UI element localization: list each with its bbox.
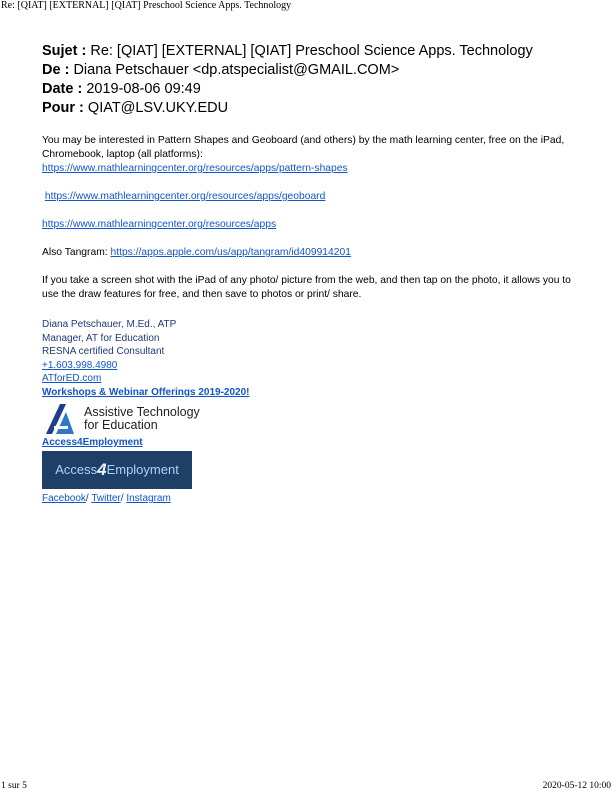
ate-logo-line2: for Education [84, 417, 158, 432]
a4e-logo-four: 4 [97, 460, 107, 480]
tangram-paragraph [42, 246, 572, 260]
date-value: 2019-08-06 09:49 [86, 81, 201, 97]
website-link[interactable]: ATforED.com [42, 373, 102, 385]
ate-logo-mark-icon [42, 402, 82, 436]
date-line [42, 80, 533, 99]
phone-link[interactable]: +1.603.998.4980 [42, 359, 118, 371]
from-label: De : [42, 62, 70, 78]
pattern-shapes-link[interactable]: https://www.mathlearningcenter.org/resources/apps/pattern-shapes [42, 163, 348, 174]
intro-paragraph: You may be interested in Pattern Shapes and Geoboard (and others) by the math learning center, free on the iPad, Chromebook, laptop (all platforms): [42, 135, 565, 160]
subject-label: Sujet : [42, 43, 87, 59]
page-header: Re: [QIAT] [EXTERNAL] [QIAT] Preschool Science Apps. Technology [1, 0, 292, 11]
geoboard-link[interactable]: https://www.mathlearningcenter.org/resources/apps/geoboard [44, 191, 326, 202]
to-line [42, 99, 533, 118]
email-body [42, 134, 572, 302]
workshops-link[interactable]: Workshops & Webinar Offerings 2019-2020! [42, 386, 250, 398]
from-value: Diana Petschauer <dp.atspecialist@GMAIL.COM> [73, 62, 400, 78]
signature [42, 318, 249, 506]
a4e-logo-right: Employment [106, 462, 179, 478]
signature-name: Diana Petschauer, M.Ed., ATP [42, 319, 177, 330]
a4e-logo-left: Access [55, 462, 98, 478]
ate-logo[interactable] [42, 402, 249, 436]
facebook-link[interactable]: Facebook [42, 493, 86, 505]
date-label: Date : [42, 81, 83, 97]
to-label: Pour : [42, 100, 84, 116]
subject-value: Re: [QIAT] [EXTERNAL] [QIAT] Preschool Science Apps. Technology [90, 43, 533, 59]
ate-logo-line1: Assistive Technology [84, 404, 200, 419]
twitter-link[interactable]: Twitter [91, 493, 121, 505]
instagram-link[interactable]: Instagram [126, 493, 171, 505]
signature-title: Manager, AT for Education [42, 332, 160, 344]
print-timestamp: 2020-05-12 10:00 [542, 781, 611, 791]
social-links [42, 492, 249, 506]
social-separator: / [85, 493, 92, 505]
social-separator: / [120, 493, 127, 505]
signature-cert: RESNA certified Consultant [42, 346, 165, 358]
ate-logo-text [84, 406, 200, 432]
tangram-link[interactable]: https://apps.apple.com/us/app/tangram/id409914201 [110, 247, 351, 258]
to-value: QIAT@LSV.UKY.EDU [87, 100, 229, 116]
access4employment-logo[interactable] [42, 451, 192, 489]
access4employment-link[interactable]: Access4Employment [42, 436, 143, 448]
screenshot-tip-paragraph: If you take a screen shot with the iPad of any photo/ picture from the web, and then tap on the photo, it allows you to use the draw features for free, and then save to photos or print/ share. [42, 275, 571, 300]
subject-line [42, 42, 533, 61]
apps-link[interactable]: https://www.mathlearningcenter.org/resources/apps [42, 219, 277, 230]
from-line [42, 61, 533, 80]
page-number: 1 sur 5 [1, 781, 27, 791]
email-header [42, 42, 533, 118]
tangram-prefix: Also Tangram: [42, 247, 111, 258]
